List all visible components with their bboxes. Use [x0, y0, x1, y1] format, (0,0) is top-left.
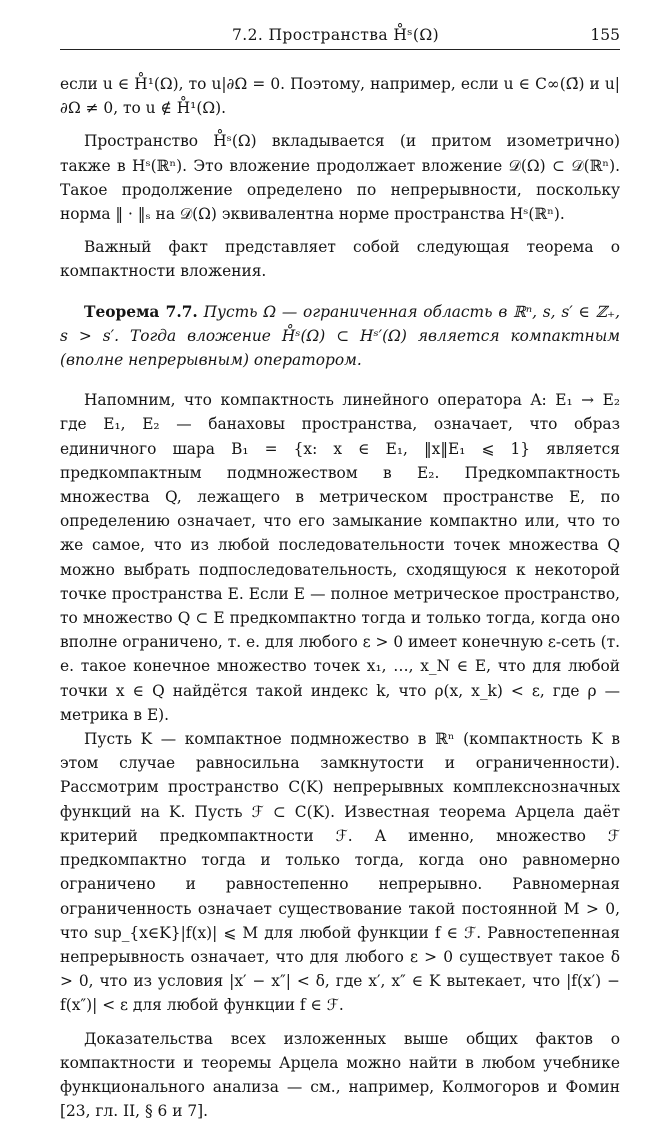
- page-body: [60, 72, 620, 1123]
- running-title: 7.2. Пространства H̊ˢ(Ω): [232, 26, 440, 44]
- paragraph-references: Доказательства всех изложенных выше общих фактов о компактности и теоремы Арцела можно найти в любом учебнике функционального анализа — см., например, Колмогоров и Фомин [23, гл. II, § 6 и 7].: [60, 1029, 620, 1121]
- theorem-statement: Пусть Ω — ограниченная область в ℝⁿ, s, s′ ∈ ℤ₊, s > s′. Тогда вложение H̊ˢ(Ω) ⊂ Hˢ′(Ω) является компактным (вполне непрерывным) оператором.: [60, 302, 620, 370]
- page-number: 155: [590, 26, 620, 44]
- paragraph-compact-operator: Напомним, что компактность линейного оператора A: E₁ → E₂ где E₁, E₂ — банаховы пространства, означает, что образ единичного шара B₁ = {x: x ∈ E₁, ‖x‖E₁ ⩽ 1} является предкомпактным подмножеством в E₂. Предкомпактность множества Q, лежащего в метрическом пространстве E, по определению означает, что его замыкание компактно или, что то же самое, что из любой последовательности точек множества Q можно выбрать подпоследовательность, сходящуюся к некоторой точке пространства E. Если E — полное метрическое пространство, то множество Q ⊂ E предкомпактно тогда и только тогда, когда оно вполне ограничено, т. е. для любого ε > 0 имеет конечную ε-сеть (т. е. такое конечное множество точек x₁, …, x_N ∈ E, что для любой точки x ∈ Q найдётся такой индекс k, что ρ(x, x_k) < ε, где ρ — метрика в E).: [60, 391, 620, 724]
- theorem-label: Теорема 7.7.: [84, 302, 198, 321]
- paragraph-continuation: если u ∈ H̊¹(Ω), то u|∂Ω = 0. Поэтому, например, если u ∈ C∞(Ω̄) и u|∂Ω ≠ 0, то u ∉ H̊¹(Ω).: [60, 75, 620, 118]
- paragraph-important-fact: Важный факт представляет собой следующая теорема о компактности вложения.: [60, 238, 620, 281]
- paragraph-embedding: Пространство H̊ˢ(Ω) вкладывается (и притом изометрично) также в Hˢ(ℝⁿ). Это вложение продолжает вложение 𝒟(Ω) ⊂ 𝒟(ℝⁿ). Такое продолжение определено по непрерывности, поскольку норма ‖ · ‖ₛ на 𝒟(Ω) эквивалентна норме пространства Hˢ(ℝⁿ).: [60, 132, 620, 224]
- page-header: [60, 26, 620, 52]
- paragraph-arzela-theorem: Пусть K — компактное подмножество в ℝⁿ (компактность K в этом случае равносильна замкнутости и ограниченности). Рассмотрим пространство C(K) непрерывных комплекснозначных функций на K. Пусть ℱ ⊂ C(K). Известная теорема Арцела даёт критерий предкомпактности ℱ. А именно, множество ℱ предкомпактно тогда и только тогда, когда оно равномерно ограничено и равностепенно непрерывно. Равномерная ограниченность означает существование такой постоянной M > 0, что sup_{x∈K}|f(x)| ⩽ M для любой функции f ∈ ℱ. Равностепенная непрерывность означает, что для любого ε > 0 существует такое δ > 0, что из условия |x′ − x″| < δ, где x′, x″ ∈ K вытекает, что |f(x′) − f(x″)| < ε для любой функции f ∈ ℱ.: [60, 730, 620, 1015]
- theorem-7-7: [60, 300, 620, 373]
- header-rule: [60, 49, 620, 50]
